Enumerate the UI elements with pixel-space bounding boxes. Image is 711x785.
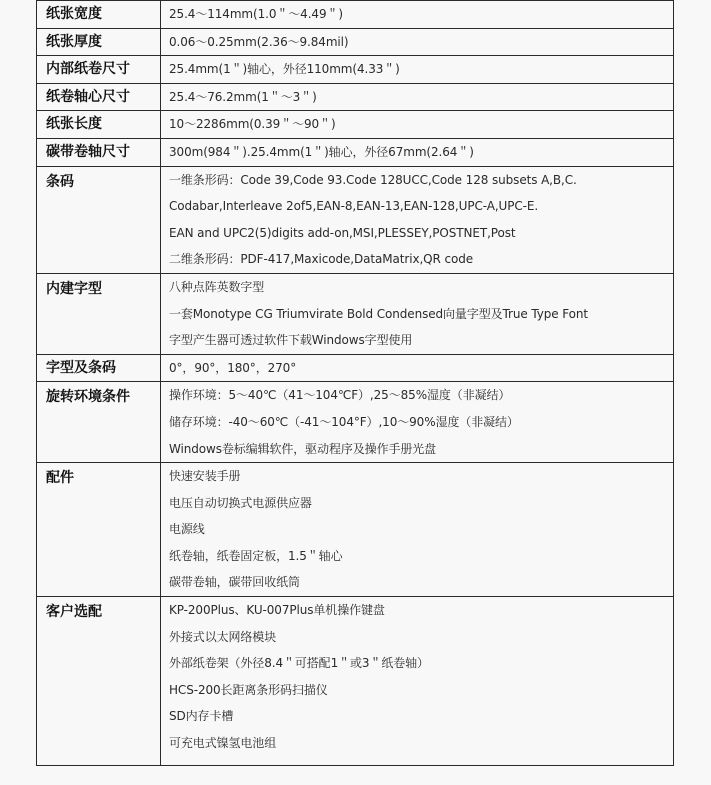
spec-value <box>161 83 674 111</box>
spec-row-paper-length <box>37 111 674 139</box>
spec-line: 快速安装手册 <box>169 469 241 484</box>
spec-row-environment <box>37 382 674 463</box>
spec-label: 旋转环境条件 <box>37 382 161 463</box>
spec-label: 条码 <box>37 166 161 273</box>
spec-value <box>161 1 674 29</box>
spec-table <box>36 0 674 766</box>
spec-line: 25.4mm(1＂)轴心，外径110mm(4.33＂) <box>169 62 400 77</box>
spec-label: 纸张厚度 <box>37 28 161 56</box>
spec-value <box>161 111 674 139</box>
spec-line: 外部纸卷架（外径8.4＂可搭配1＂或3＂纸卷轴） <box>169 656 429 671</box>
spec-value <box>161 138 674 166</box>
spec-line: Codabar,Interleave 2of5,EAN-8,EAN-13,EAN-128,UPC-A,UPC-E. <box>169 199 539 214</box>
spec-line: 25.4～76.2mm(1＂～3＂) <box>169 89 317 104</box>
spec-value <box>161 382 674 463</box>
spec-label: 字型及条码 <box>37 354 161 382</box>
spec-line: HCS-200长距离条形码扫描仪 <box>169 682 328 697</box>
spec-row-ribbon-spindle <box>37 138 674 166</box>
spec-line: 一套Monotype CG Triumvirate Bold Condensed向量字型及True Type Font <box>169 306 588 321</box>
spec-label: 纸卷轴心尺寸 <box>37 83 161 111</box>
spec-line: 0°，90°，180°，270° <box>169 360 297 375</box>
spec-line: 电压自动切换式电源供应器 <box>169 495 312 510</box>
spec-value <box>161 273 674 354</box>
spec-line: 300m(984＂).25.4mm(1＂)轴心，外径67mm(2.64＂) <box>169 144 474 159</box>
spec-label: 配件 <box>37 463 161 597</box>
spec-line: 八种点阵英数字型 <box>169 279 265 294</box>
spec-line: 纸卷轴，纸卷固定板，1.5＂轴心 <box>169 548 343 563</box>
spec-line: 二维条形码：PDF-417,Maxicode,DataMatrix,QR code <box>169 252 474 267</box>
spec-row-roll-core <box>37 83 674 111</box>
spec-row-builtin-fonts <box>37 273 674 354</box>
spec-line: 0.06～0.25mm(2.36～9.84mil) <box>169 34 349 49</box>
spec-label: 内部纸卷尺寸 <box>37 56 161 84</box>
spec-value <box>161 463 674 597</box>
spec-value <box>161 56 674 84</box>
spec-line: 电源线 <box>169 522 205 537</box>
spec-line: 一维条形码：Code 39,Code 93.Code 128UCC,Code 128 subsets A,B,C. <box>169 172 577 187</box>
spec-line: 碳带卷轴，碳带回收纸筒 <box>169 575 300 590</box>
spec-label: 纸张长度 <box>37 111 161 139</box>
spec-line: 操作环境：5～40℃（41～104℃F）,25～85%湿度（非凝结） <box>169 388 511 403</box>
spec-line: 10～2286mm(0.39＂～90＂) <box>169 117 336 132</box>
spec-line: KP-200Plus、KU-007Plus单机操作键盘 <box>169 603 385 618</box>
spec-label: 客户选配 <box>37 597 161 766</box>
spec-label: 内建字型 <box>37 273 161 354</box>
spec-row-rotation <box>37 354 674 382</box>
spec-line: EAN and UPC2(5)digits add-on,MSI,PLESSEY,POSTNET,Post <box>169 225 516 240</box>
spec-label: 碳带卷轴尺寸 <box>37 138 161 166</box>
spec-line: 字型产生器可透过软件下载Windows字型使用 <box>169 333 413 348</box>
spec-value <box>161 354 674 382</box>
spec-row-paper-width <box>37 1 674 29</box>
spec-line: 外接式以太网络模块 <box>169 629 277 644</box>
spec-line: Windows卷标编辑软件，驱动程序及操作手册光盘 <box>169 441 437 456</box>
spec-row-accessories <box>37 463 674 597</box>
row-padding <box>169 757 673 765</box>
spec-value <box>161 166 674 273</box>
spec-value <box>161 28 674 56</box>
spec-row-options <box>37 597 674 766</box>
spec-line: SD内存卡槽 <box>169 709 234 724</box>
spec-line: 25.4～114mm(1.0＂～4.49＂) <box>169 7 343 21</box>
spec-row-barcode <box>37 166 674 273</box>
spec-row-paper-thickness <box>37 28 674 56</box>
spec-line: 可充电式镍氢电池组 <box>169 736 277 751</box>
spec-line: 储存环境：-40～60℃（-41～104°F）,10～90%湿度（非凝结） <box>169 414 519 429</box>
spec-value <box>161 597 674 766</box>
spec-row-inner-roll <box>37 56 674 84</box>
spec-label: 纸张宽度 <box>37 1 161 29</box>
